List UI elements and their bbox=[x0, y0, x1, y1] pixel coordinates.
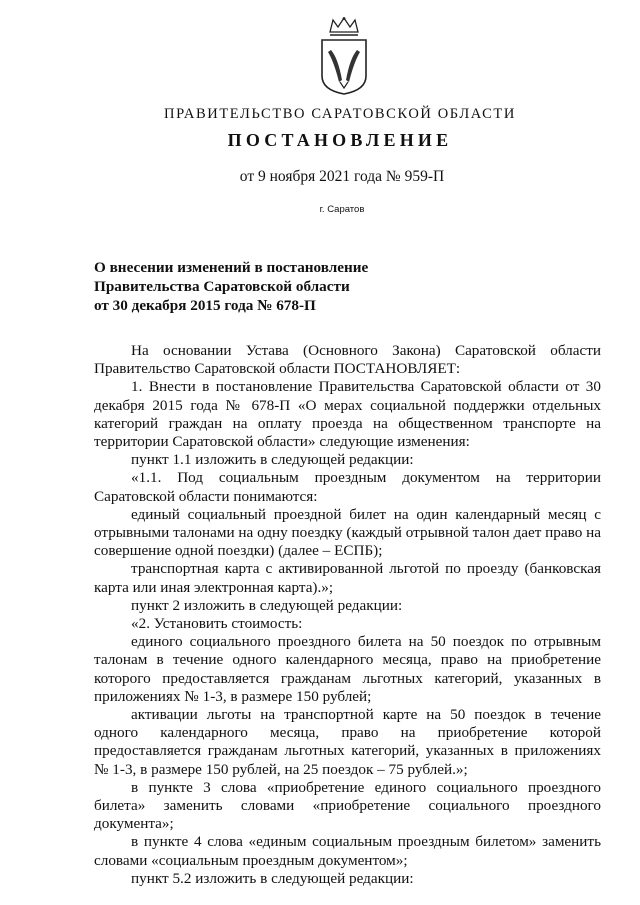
body-paragraph: активации льготы на транспортной карте на 50 поездок в течение одного календарного месяца, право на приобретение которой предоставляется гражданам льготных категорий, указанных в приложениях № 1-3, в размере 150 рублей, на 25 поездок – 75 рублей.»; bbox=[94, 706, 601, 778]
subject-line: О внесении изменений в постановление bbox=[94, 259, 369, 276]
document-body bbox=[94, 342, 601, 888]
document-city: г. Саратов bbox=[319, 204, 365, 215]
document-date-number: от 9 ноября 2021 года № 959-П bbox=[239, 168, 445, 185]
body-paragraph: пункт 2 изложить в следующей редакции: bbox=[131, 596, 403, 614]
body-paragraph: пункт 5.2 изложить в следующей редакции: bbox=[131, 869, 414, 887]
document-type: ПОСТАНОВЛЕНИЕ bbox=[227, 130, 453, 150]
body-paragraph: в пункте 3 слова «приобретение единого социального проездного билета» заменить словами «приобретение социального проездного документа»; bbox=[94, 778, 601, 833]
subject-line: от 30 декабря 2015 года № 678-П bbox=[94, 297, 316, 314]
government-title: ПРАВИТЕЛЬСТВО САРАТОВСКОЙ ОБЛАСТИ bbox=[164, 106, 516, 122]
body-paragraph: пункт 1.1 изложить в следующей редакции: bbox=[131, 451, 414, 469]
body-paragraph: На основании Устава (Основного Закона) Саратовской области Правительство Саратовской области ПОСТАНОВЛЯЕТ: bbox=[94, 342, 601, 378]
body-paragraph: 1. Внести в постановление Правительства Саратовской области от 30 декабря 2015 года № 678-П «О мерах социальной поддержки отдельных категорий граждан на оплату проезда на общественном транспорте на территории Саратовской области» следующие изменения: bbox=[94, 378, 601, 451]
body-paragraph: единый социальный проездной билет на один календарный месяц с отрывными талонами на одну поездку (каждый отрывной талон дает право на совершение одной поездки) (далее – ЕСПБ); bbox=[94, 505, 601, 560]
subject-line: Правительства Саратовской области bbox=[94, 278, 350, 295]
coat-of-arms-icon bbox=[316, 16, 372, 96]
body-paragraph: в пункте 4 слова «единым социальным проездным билетом» заменить словами «социальным проездным документом»; bbox=[94, 833, 601, 869]
body-paragraph: единого социального проездного билета на 50 поездок по отрывным талонам в течение одного календарного месяца, право на приобретение которого предоставляется гражданам льготных категорий, указанных в приложениях № 1-3, в размере 150 рублей; bbox=[94, 633, 601, 705]
body-paragraph: транспортная карта с активированной льготой по проезду (банковская карта или иная электронная карта).»; bbox=[94, 560, 601, 596]
body-paragraph: «1.1. Под социальным проездным документом на территории Саратовской области понимаются: bbox=[94, 469, 601, 505]
body-paragraph: «2. Установить стоимость: bbox=[131, 615, 303, 633]
document-subject bbox=[94, 258, 454, 315]
